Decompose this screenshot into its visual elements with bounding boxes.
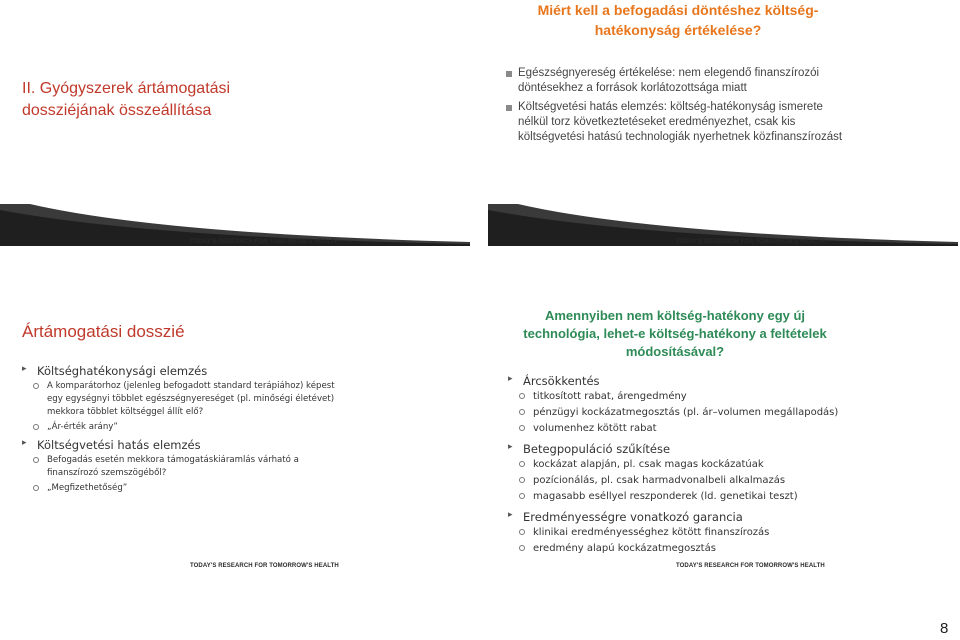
- circle-bullet-icon: [519, 393, 525, 399]
- sub-bullet-text: pozícionálás, pl. csak harmadvonalbeli alkalmazás: [533, 475, 786, 486]
- circle-bullet-icon: [519, 493, 525, 499]
- slide-3-footer: [0, 530, 470, 580]
- list-item: [22, 438, 342, 452]
- slide-2-footer: [488, 196, 958, 246]
- sub-bullet-text: „Ár-érték arány”: [47, 422, 118, 432]
- slide-1: [0, 0, 470, 310]
- slide-2: [488, 0, 958, 310]
- slide-2-bullet-list: [506, 66, 846, 149]
- circle-bullet-icon: [519, 461, 525, 467]
- list-item: [508, 510, 848, 524]
- bullet-text: Árcsökkentés: [523, 374, 600, 388]
- arrow-bullet-icon: ▸: [22, 364, 27, 374]
- slide-1-footer: [0, 196, 470, 246]
- arrow-bullet-icon: ▸: [22, 438, 27, 448]
- arrow-bullet-icon: ▸: [508, 510, 513, 520]
- slide-1-title: II. Gyógyszerek ártámogatási dossziéjának összeállítása: [22, 80, 231, 119]
- bullet-text: Költségvetési hatás elemzés: költség-hatékonyság ismerete nélkül torz következtetéseket eredményezhet, csak kis költségvetési hatású technologiák nyerhetnek közfinanszírozást: [518, 101, 843, 143]
- sub-bullet-text: pénzügyi kockázatmegosztás (pl. ár–volumen megállapodás): [533, 407, 839, 418]
- list-item: [506, 66, 846, 96]
- sub-bullet-text: eredmény alapú kockázatmegosztás: [533, 543, 716, 554]
- sub-bullet-text: Befogadás esetén mekkora támogatáskiáramlás várható a finanszírozó szemszögéből?: [47, 455, 299, 478]
- list-item: [508, 374, 848, 388]
- footer-slogan: TODAY'S RESEARCH FOR TOMORROW'S HEALTH: [190, 239, 339, 245]
- arrow-bullet-icon: ▸: [508, 374, 513, 384]
- footer-slogan: TODAY'S RESEARCH FOR TOMORROW'S HEALTH: [676, 563, 825, 569]
- sub-bullet-text: titkosított rabat, árengedmény: [533, 391, 687, 402]
- circle-bullet-icon: [33, 383, 39, 389]
- bullet-text: Egészségnyereség értékelése: nem elegendő finanszírozói döntésekhez a források korlátozottsága miatt: [518, 67, 820, 94]
- list-item: [506, 100, 846, 145]
- circle-bullet-icon: [519, 409, 525, 415]
- page-number: 8: [940, 620, 949, 637]
- heading-line: Amennyiben nem költség-hatékony egy új: [544, 308, 806, 323]
- slide-4: [488, 308, 958, 630]
- slide-4-footer: [488, 530, 958, 580]
- sub-list-item: [22, 482, 342, 495]
- list-item: [22, 364, 342, 378]
- circle-bullet-icon: [33, 457, 39, 463]
- sub-list-item: [508, 422, 848, 436]
- sub-list-item: [508, 390, 848, 404]
- sub-bullet-text: A komparátorhoz (jelenleg befogadott standard terápiához) képest egy egységnyi többlet egészségnyereséget (pl. minőségi életévet) mekkora többlet költséggel állít elő?: [47, 381, 335, 417]
- square-bullet-icon: [506, 105, 512, 111]
- sub-list-item: [508, 474, 848, 488]
- bullet-text: Betegpopuláció szűkítése: [523, 442, 671, 456]
- sub-list-item: [508, 406, 848, 420]
- slide-3: [0, 320, 470, 630]
- bullet-text: Költségvetési hatás elemzés: [37, 438, 201, 452]
- slide-4-heading: [510, 307, 840, 361]
- sub-list-item: [508, 458, 848, 472]
- sub-bullet-text: klinikai eredményességhez kötött finanszírozás: [533, 527, 770, 538]
- heading-line: módosításával?: [625, 344, 725, 359]
- slide-3-title: Ártámogatási dosszié: [22, 322, 185, 341]
- list-item: [508, 442, 848, 456]
- sub-list-item: [22, 454, 342, 480]
- circle-bullet-icon: [519, 477, 525, 483]
- sub-list-item: [508, 490, 848, 504]
- slide-2-heading: [518, 0, 838, 40]
- sub-bullet-text: „Megfizethetőség”: [47, 483, 128, 493]
- sub-bullet-text: volumenhez kötött rabat: [533, 423, 657, 434]
- bullet-text: Eredményességre vonatkozó garancia: [523, 510, 743, 524]
- arrow-bullet-icon: ▸: [508, 442, 513, 452]
- sub-list-item: [22, 380, 342, 419]
- heading-line: Miért kell a befogadási döntéshez költség-: [537, 2, 819, 18]
- footer-slogan: TODAY'S RESEARCH FOR TOMORROW'S HEALTH: [190, 563, 339, 569]
- circle-bullet-icon: [519, 425, 525, 431]
- slide-3-bullet-list: [22, 360, 342, 497]
- circle-bullet-icon: [33, 485, 39, 491]
- heading-line: hatékonyság értékelése?: [594, 22, 762, 38]
- footer-slogan: TODAY'S RESEARCH FOR TOMORROW'S HEALTH: [676, 239, 825, 245]
- heading-line: technológia, lehet-e költség-hatékony a feltételek: [523, 326, 827, 341]
- circle-bullet-icon: [33, 424, 39, 430]
- sub-list-item: [22, 421, 342, 434]
- sub-bullet-text: kockázat alapján, pl. csak magas kockázatúak: [533, 459, 764, 470]
- square-bullet-icon: [506, 71, 512, 77]
- sub-bullet-text: magasabb eséllyel reszponderek (ld. genetikai teszt): [533, 491, 798, 502]
- bullet-text: Költséghatékonysági elemzés: [37, 364, 208, 378]
